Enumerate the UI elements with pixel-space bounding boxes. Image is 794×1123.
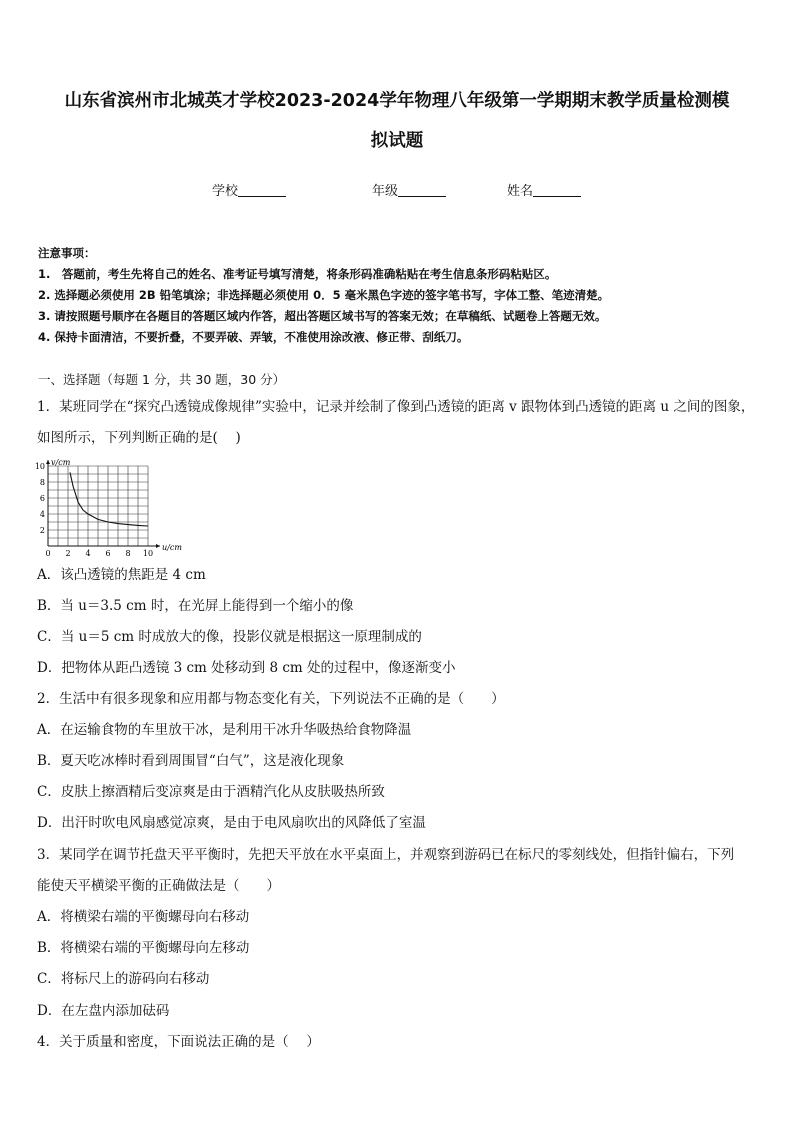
q1-stem-line2: 如图所示，下列判断正确的是( ): [37, 430, 241, 446]
exam-title-line2: 拟试题: [370, 131, 424, 151]
y-tick-label: 6: [39, 494, 45, 503]
y-tick-label: 2: [39, 526, 45, 535]
notice-item: 4. 保持卡面清洁，不要折叠，不要弄破、弄皱，不准使用涂改液、修正带、刮纸刀。: [38, 330, 469, 344]
notice-item: 1. 答题前，考生先将自己的姓名、准考证号填写清楚，将条形码准确粘贴在考生信息条形码粘贴区。: [38, 267, 557, 281]
y-tick-label: 10: [34, 462, 45, 471]
y-tick-label: 4: [39, 510, 45, 519]
section-title: 一、选择题（每题 1 分，共 30 题，30 分）: [38, 372, 286, 387]
x-tick-label: 10: [142, 549, 154, 558]
grade-blank[interactable]: [398, 183, 446, 197]
chart-curve: [70, 472, 148, 526]
name-blank[interactable]: [533, 183, 581, 197]
grade-label: 年级: [372, 184, 399, 199]
uv-curve: [70, 472, 148, 526]
notice-item: 2. 选择题必须使用 2B 铅笔填涂；非选择题必须使用 0．5 毫米黑色字迹的签字笔书写，字体工整、笔迹清楚。: [38, 288, 610, 302]
x-tick-label: 4: [85, 549, 91, 558]
school-blank[interactable]: [238, 183, 286, 197]
q3-stem-line1: 3．某同学在调节托盘天平平衡时，先把天平放在水平桌面上，并观察到游码已在标尺的零刻线处，但指针偏右，下列: [37, 847, 735, 863]
school-field[interactable]: [212, 180, 286, 199]
chart-axes: [46, 460, 160, 548]
notice-heading: 注意事项：: [38, 246, 96, 260]
q2-stem: 2．生活中有很多现象和应用都与物态变化有关，下列说法不正确的是（ ）: [37, 691, 505, 707]
q2-option-a[interactable]: A．在运输食物的车里放干冰，是利用干冰升华吸热给食物降温: [37, 722, 412, 738]
q3-option-a[interactable]: A．将横梁右端的平衡螺母向右移动: [37, 909, 250, 925]
chart-grid: [48, 466, 148, 546]
name-field[interactable]: [507, 180, 581, 199]
q2-option-d[interactable]: D．出汗时吹电风扇感觉凉爽，是由于电风扇吹出的风降低了室温: [37, 815, 426, 831]
notice-item: 3. 请按照题号顺序在各题目的答题区域内作答，超出答题区域书写的答案无效；在草稿纸、试题卷上答题无效。: [38, 309, 607, 323]
q1-option-d[interactable]: D．把物体从距凸透镜 3 cm 处移动到 8 cm 处的过程中，像逐渐变小: [37, 660, 456, 676]
q3-option-c[interactable]: C．将标尺上的游码向右移动: [37, 971, 210, 987]
school-label: 学校: [212, 184, 239, 199]
x-axis-label: u/cm: [162, 543, 182, 552]
name-label: 姓名: [507, 184, 534, 199]
lens-uv-chart: [30, 448, 182, 558]
x-axis-arrow: [156, 544, 160, 548]
q1-option-c[interactable]: C．当 u＝5 cm 时成放大的像，投影仪就是根据这一原理制成的: [37, 629, 422, 645]
x-tick-label: 6: [105, 549, 111, 558]
q1-option-a[interactable]: A．该凸透镜的焦距是 4 cm: [37, 567, 206, 583]
q3-stem-line2: 能使天平横梁平衡的正确做法是（ ）: [37, 878, 280, 894]
y-axis-label: v/cm: [51, 458, 71, 467]
exam-title-line1: 山东省滨州市北城英才学校2023-2024学年物理八年级第一学期期末教学质量检测模: [64, 91, 730, 111]
q2-option-c[interactable]: C．皮肤上擦酒精后变凉爽是由于酒精汽化从皮肤吸热所致: [37, 784, 385, 800]
y-tick-label: 8: [39, 478, 45, 487]
q4-stem: 4．关于质量和密度，下面说法正确的是（ ）: [37, 1034, 320, 1050]
chart-ticks: [35, 462, 153, 558]
q3-option-d[interactable]: D．在左盘内添加砝码: [37, 1003, 170, 1019]
q2-option-b[interactable]: B．夏天吃冰棒时看到周围冒“白气”，这是液化现象: [37, 753, 345, 769]
q1-option-b[interactable]: B．当 u＝3.5 cm 时，在光屏上能得到一个缩小的像: [37, 598, 354, 614]
grade-field[interactable]: [372, 180, 446, 199]
x-tick-label: 8: [125, 549, 131, 558]
q1-stem-line1: 1．某班同学在“探究凸透镜成像规律”实验中，记录并绘制了像到凸透镜的距离 v 跟物体到凸透镜的距离 u 之间的图象，: [37, 399, 755, 415]
q3-option-b[interactable]: B．将横梁右端的平衡螺母向左移动: [37, 940, 250, 956]
x-tick-label: 0: [45, 549, 51, 558]
x-tick-label: 2: [65, 549, 71, 558]
y-axis-arrow: [46, 460, 50, 464]
